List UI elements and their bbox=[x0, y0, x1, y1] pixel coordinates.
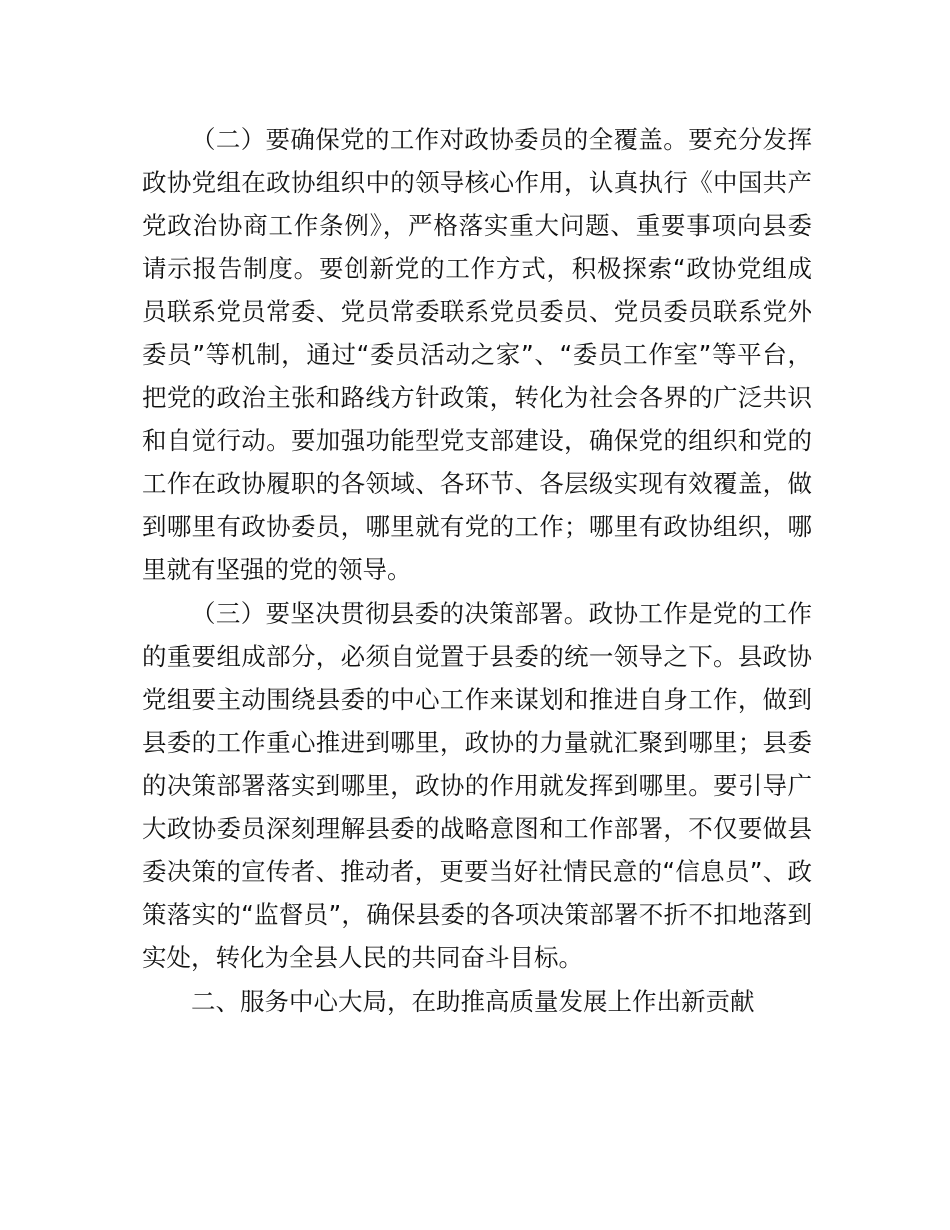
section-heading: 二、服务中心大局，在助推高质量发展上作出新贡献 bbox=[191, 987, 755, 1016]
document-page bbox=[142, 118, 812, 1023]
paragraph-section-2: （二）要确保党的工作对政协委员的全覆盖。要充分发挥政协党组在政协组织中的领导核心作用，认真执行《中国共产党政治协商工作条例》，严格落实重大问题、重要事项向县委请示报告制度。要创新党的工作方式，积极探索“政协党组成员联系党员常委、党员常委联系党员委员、党员委员联系党外委员”等机制，通过“委员活动之家”、“委员工作室”等平台，把党的政治主张和路线方针政策，转化为社会各界的广泛共识和自觉行动。要加强功能型党支部建设，确保党的组织和党的工作在政协履职的各领域、各环节、各层级实现有效覆盖，做到哪里有政协委员，哪里就有党的工作；哪里有政协组织，哪里就有坚强的党的领导。 bbox=[142, 125, 812, 584]
paragraph-section-3: （三）要坚决贯彻县委的决策部署。政协工作是党的工作的重要组成部分，必须自觉置于县委的统一领导之下。县政协党组要主动围绕县委的中心工作来谋划和推进自身工作，做到县委的工作重心推进到哪里，政协的力量就汇聚到哪里；县委的决策部署落实到哪里，政协的作用就发挥到哪里。要引导广大政协委员深刻理解县委的战略意图和工作部署，不仅要做县委决策的宣传者、推动者，更要当好社情民意的“信息员”、政策落实的“监督员”，确保县委的各项决策部署不折不扣地落到实处，转化为全县人民的共同奋斗目标。 bbox=[142, 599, 812, 972]
